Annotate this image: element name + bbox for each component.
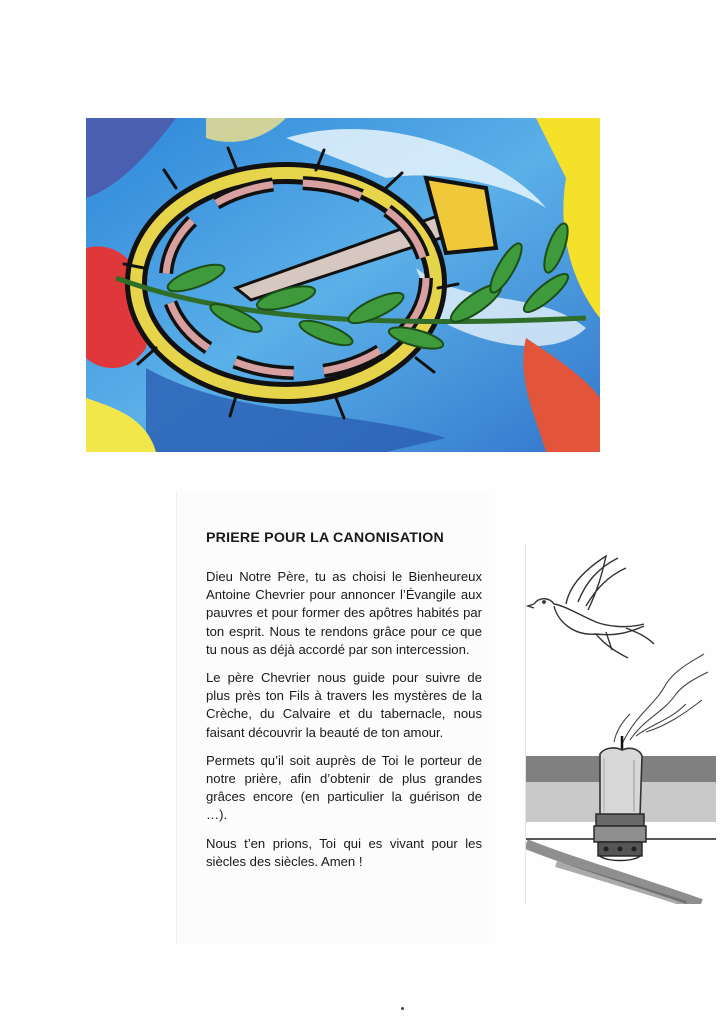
prayer-paragraph-2: Le père Chevrier nous guide pour suivre de plus près ton Fils à travers les mystères de la Crèche, du Calvaire et du tabernacle, nous faisant découvrir la beauté de ton amour.	[206, 670, 482, 740]
prayer-paragraph-4: Nous t’en prions, Toi qui es vivant pour les siècles des siècles. Amen !	[206, 835, 482, 869]
page-mark	[401, 1007, 404, 1010]
prayer-body	[206, 568, 482, 881]
dove-and-candle-sketch	[525, 544, 716, 904]
painting-svg	[86, 118, 600, 452]
prayer-paragraph-3: Permets qu’il soit auprès de Toi le porteur de notre prière, afin d’obtenir de plus grandes grâces encore (en particulier la guérison de …).	[206, 752, 482, 823]
prayer-paragraph-1: Dieu Notre Père, tu as choisi le Bienheureux Antoine Chevrier pour annoncer l’Évangile aux pauvres et pour former des apôtres habités par ton esprit. Nous te rendons grâce pour ce que tu nous as déjà accordé par son intercession.	[206, 569, 482, 657]
sketch-svg	[526, 544, 716, 904]
candle-icon	[594, 736, 646, 861]
crown-of-thorns-painting	[86, 118, 600, 452]
prayer-title: PRIERE POUR LA CANONISATION	[206, 530, 444, 546]
dove-icon	[528, 556, 654, 658]
